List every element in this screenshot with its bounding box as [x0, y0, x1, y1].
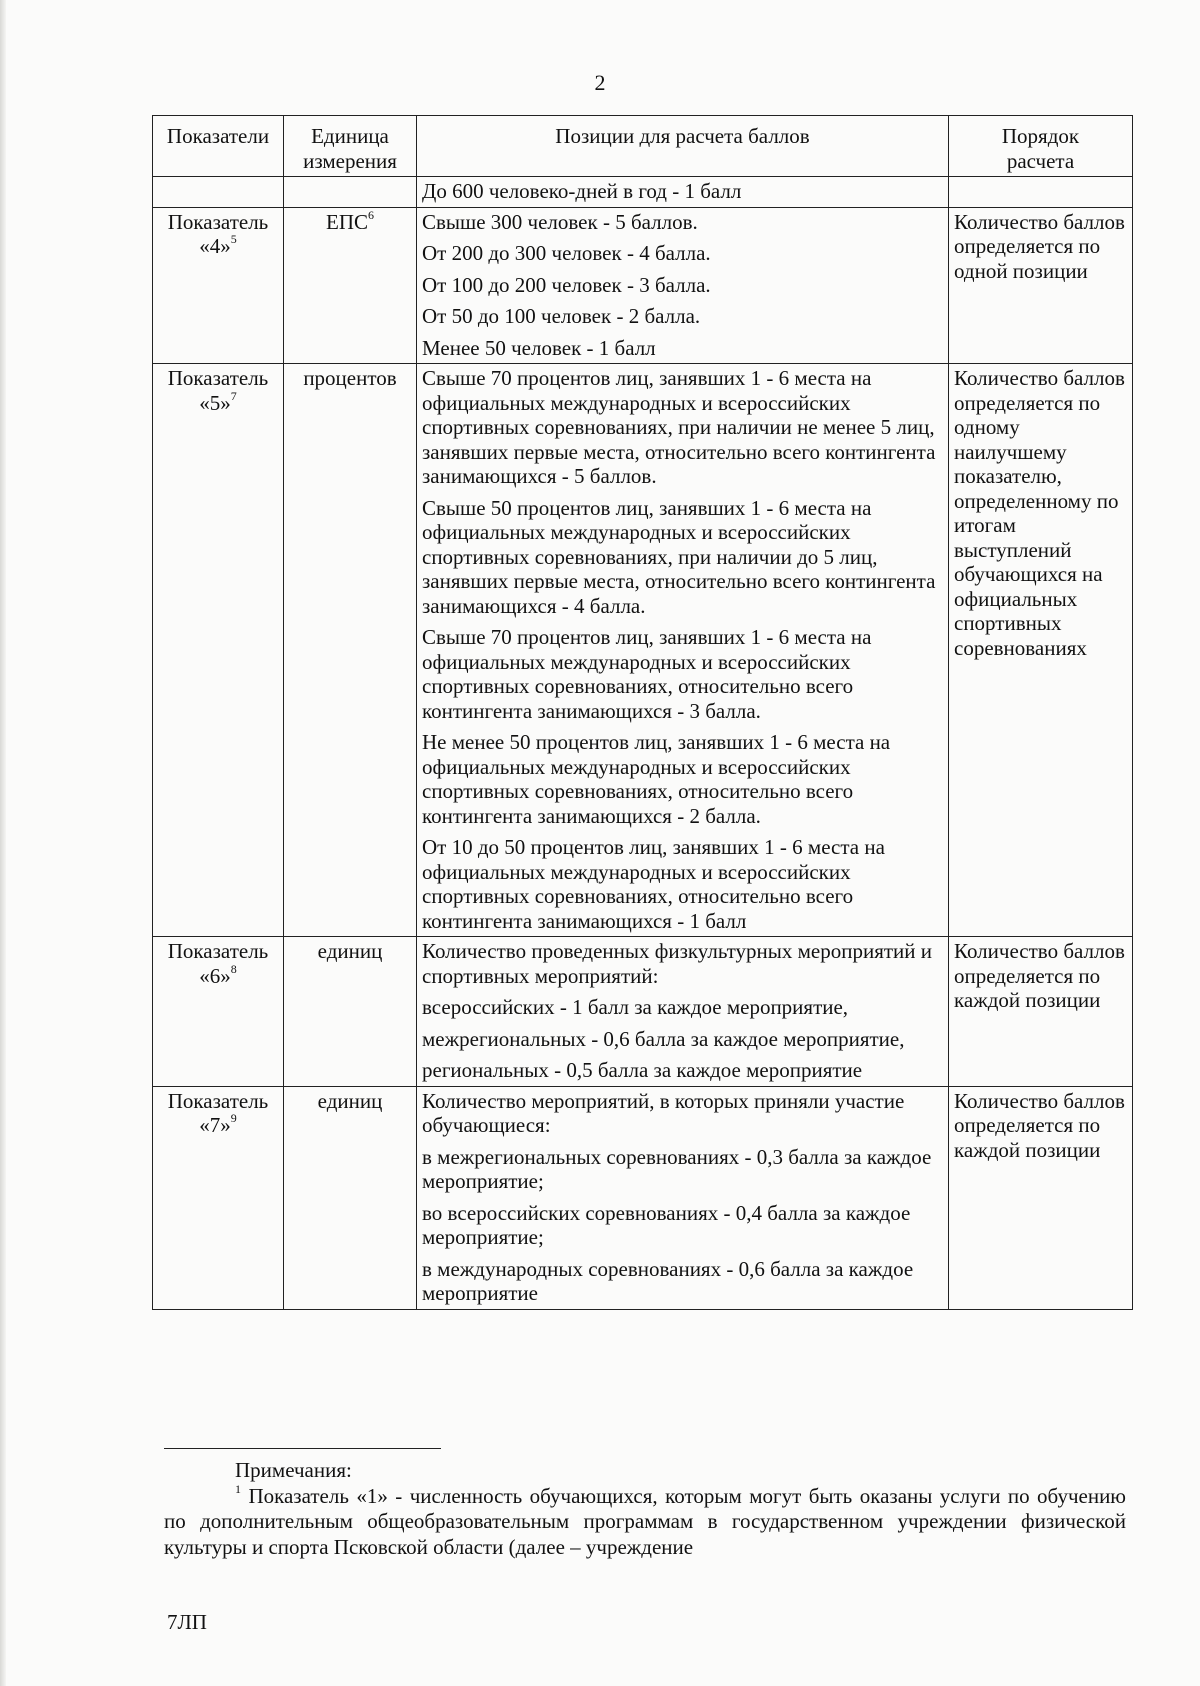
order-cell [949, 177, 1133, 208]
table-row-indicator-4 [153, 207, 1133, 364]
table-header-row [153, 116, 1133, 177]
unit-cell: ЕПС$^6$ [284, 207, 417, 364]
notes-title: Примечания: [235, 1458, 352, 1482]
header-unit: Единица измерения [284, 116, 417, 177]
positions-cell: Количество мероприятий, в которых приняли участие обучающиеся: в межрегиональных соревнованиях - 0,3 балла за каждое мероприятие; во всероссийских соревнованиях - 0,4 балла за каждое мероприятие; в международных соревнованиях - 0,6 балла за каждое мероприятие [417, 1086, 949, 1309]
positions-cell: До 600 человеко-дней в год - 1 балл [417, 177, 949, 208]
footnote-separator [164, 1448, 441, 1449]
order-cell: Количество баллов определяется по одной позиции [949, 207, 1133, 364]
scan-edge [0, 0, 6, 1686]
indicator-cell: Показатель «4»$^5$ [153, 207, 284, 364]
indicator-cell [153, 177, 284, 208]
page-number: 2 [594, 70, 606, 95]
footnote-mark: 1 [235, 1481, 241, 1496]
table-row [153, 177, 1133, 208]
order-cell: Количество баллов определяется по каждой позиции [949, 1086, 1133, 1309]
document-code: 7ЛП [167, 1610, 207, 1634]
table-row-indicator-7 [153, 1086, 1133, 1309]
table-row-indicator-5 [153, 364, 1133, 937]
order-cell: Количество баллов определяется по одному наилучшему показателю, определенному по итогам выступлений обучающихся на официальных спортивных соревнованиях [949, 364, 1133, 937]
positions-cell: Количество проведенных физкультурных мероприятий и спортивных мероприятий: всероссийских - 1 балл за каждое мероприятие, межрегиональных - 0,6 балла за каждое мероприятие, региональных - 0,5 балла за каждое мероприятие [417, 937, 949, 1087]
footnotes [164, 1458, 1126, 1560]
indicator-cell: Показатель «7»$^9$ [153, 1086, 284, 1309]
unit-cell [284, 177, 417, 208]
footnote-text: Показатель «1» - численность обучающихся, которым могут быть оказаны услуги по обучению по дополнительным общеобразовательным программам в государственном учреждении физической культуры и спорта Псковской области (далее – учреждение [164, 1483, 1126, 1559]
indicator-cell: Показатель «6»$^8$ [153, 937, 284, 1087]
table-row-indicator-6 [153, 937, 1133, 1087]
header-order: Порядок расчета [949, 116, 1133, 177]
footnote-1 [164, 1481, 1126, 1561]
unit-cell: единиц [284, 937, 417, 1087]
positions-cell: Свыше 70 процентов лиц, занявших 1 - 6 места на официальных международных и всероссийских спортивных соревнованиях, при наличии не менее 5 лиц, занявших первые места, относительно всего контингента занимающихся - 5 баллов. Свыше 50 процентов лиц, занявших 1 - 6 места на официальных международных и всероссийских спортивных соревнованиях, при наличии до 5 лиц, занявших первые места, относительно всего контингента занимающихся - 4 балла. Свыше 70 процентов лиц, занявших 1 - 6 места на официальных международных и всероссийских спортивных соревнованиях, относительно всего контингента занимающихся - 3 балла. Не менее 50 процентов лиц, занявших 1 - 6 места на официальных международных и всероссийских спортивных соревнованиях, относительно всего контингента занимающихся - 2 балла. От 10 до 50 процентов лиц, занявших 1 - 6 места на официальных международных и всероссийских спортивных соревнованиях, относительно всего контингента занимающихся - 1 балл [417, 364, 949, 937]
indicator-cell: Показатель «5»$^7$ [153, 364, 284, 937]
positions-cell: Свыше 300 человек - 5 баллов. От 200 до 300 человек - 4 балла. От 100 до 200 человек - 3 балла. От 50 до 100 человек - 2 балла. Менее 50 человек - 1 балл [417, 207, 949, 364]
scoring-table [152, 115, 1133, 1310]
header-indicators: Показатели [153, 116, 284, 177]
header-positions: Позиции для расчета баллов [417, 116, 949, 177]
unit-cell: процентов [284, 364, 417, 937]
order-cell: Количество баллов определяется по каждой позиции [949, 937, 1133, 1087]
unit-cell: единиц [284, 1086, 417, 1309]
